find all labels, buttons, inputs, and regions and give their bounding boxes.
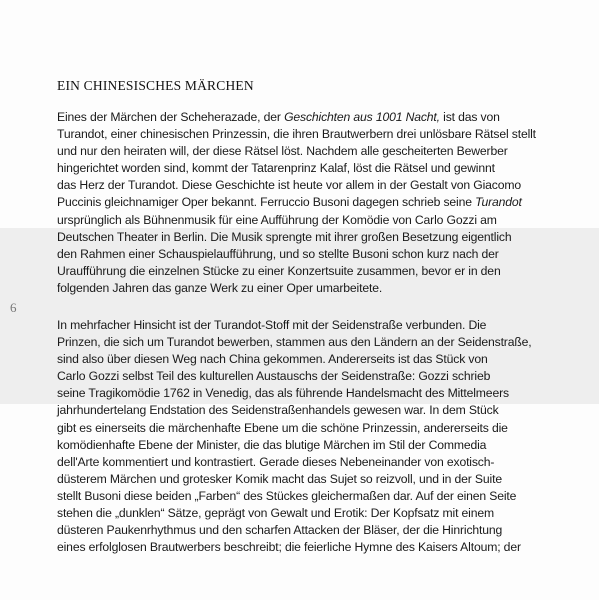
paragraph-line: stellt Busoni diese beiden „Farben“ des Stückes gleichermaßen dar. Auf der einen Seite (57, 488, 517, 503)
text-span: Puccinis gleichnamiger Oper bekannt. Ferruccio Busoni dagegen schrieb seine (57, 195, 476, 210)
paragraph-line: komödienhafte Ebene der Minister, die das blutige Märchen im Stil der Commedia (57, 437, 487, 452)
text-span: Eines der Märchen der Scheherazade, der (57, 110, 285, 124)
paragraph-line: Deutschen Theater in Berlin. Die Musik sprengte mit ihrer großen Besetzung eigentlich (57, 229, 512, 244)
paragraph-line: folgenden Jahren das ganze Werk zu einer Oper umarbeitete. (57, 280, 383, 295)
paragraph-line: düsterem Märchen und grotesker Komik macht das Sujet so reizvoll, und in der Suite (57, 471, 502, 486)
work-title: Turandot (475, 195, 522, 210)
section-heading: EIN CHINESISCHES MÄRCHEN (57, 78, 254, 93)
paragraph-line: jahrhundertelang Endstation des Seidenstraßenhandels gewesen war. In dem Stück (57, 403, 499, 418)
paragraph-line: Turandot, einer chinesischen Prinzessin, die ihren Brautwerbern drei unlösbare Rätsel stellt (57, 127, 536, 142)
paragraph-line: stehen die „dunklen“ Sätze, geprägt von Gewalt und Erotik: Der Kopfsatz mit einem (57, 506, 494, 521)
paragraph-line: In mehrfacher Hinsicht ist der Turandot-Stoff mit der Seidenstraße verbunden. Die (57, 318, 487, 332)
paragraph-line: dell'Arte kommentiert und kontrastiert. Gerade dieses Nebeneinander von exotisch- (57, 454, 495, 469)
paragraph-line: düsteren Paukenrhythmus und den scharfen Attacken der Bläser, der die Hinrichtung (57, 523, 503, 538)
page-number: 6 (10, 300, 17, 315)
paragraph-line (57, 194, 557, 211)
paragraph-line: gibt es einerseits die märchenhafte Ebene um die schöne Prinzessin, andererseits die (57, 420, 508, 435)
paragraph-line: hingerichtet worden sind, kommt der Tatarenprinz Kalaf, löst die Rätsel und gewinnt (57, 161, 495, 176)
paragraph-1 (57, 109, 557, 297)
paragraph-line: ursprünglich als Bühnenmusik für eine Aufführung der Komödie von Carlo Gozzi am (57, 212, 497, 227)
paragraph-line: und nur den heiraten will, der diese Rätsel löst. Nachdem alle gescheiterten Bewerber (57, 144, 508, 159)
book-title: Geschichten aus 1001 Nacht, (284, 110, 440, 124)
paragraph-line (57, 109, 557, 126)
paragraph-line: den Rahmen einer Schauspielaufführung, und so stellte Busoni schon kurz nach der (57, 246, 499, 261)
paragraph-line: Uraufführung die einzelnen Stücke zu einer Konzertsuite zusammen, bevor er in den (57, 263, 501, 278)
paragraph-line: das Herz der Turandot. Diese Geschichte ist heute vor allem in der Gestalt von Giacomo (57, 178, 521, 193)
text-span: ist das von (439, 110, 500, 124)
paragraph-line: sind also über diesen Weg nach China gekommen. Andererseits ist das Stück von (57, 352, 488, 367)
paragraph-line: seine Tragikomödie 1762 in Venedig, das als führende Handelsmacht des Mittelmeers (57, 386, 509, 401)
paragraph-line: Prinzen, die sich um Turandot bewerben, stammen aus den Ländern an der Seidenstraße, (57, 335, 532, 350)
paragraph-line: Carlo Gozzi selbst Teil des kulturellen Austauschs der Seidenstraße: Gozzi schrieb (57, 369, 491, 384)
paragraph-line: eines erfolglosen Brautwerbers beschreibt; die feierliche Hymne des Kaisers Altoum; der (57, 540, 521, 555)
paragraph-2 (57, 317, 557, 556)
